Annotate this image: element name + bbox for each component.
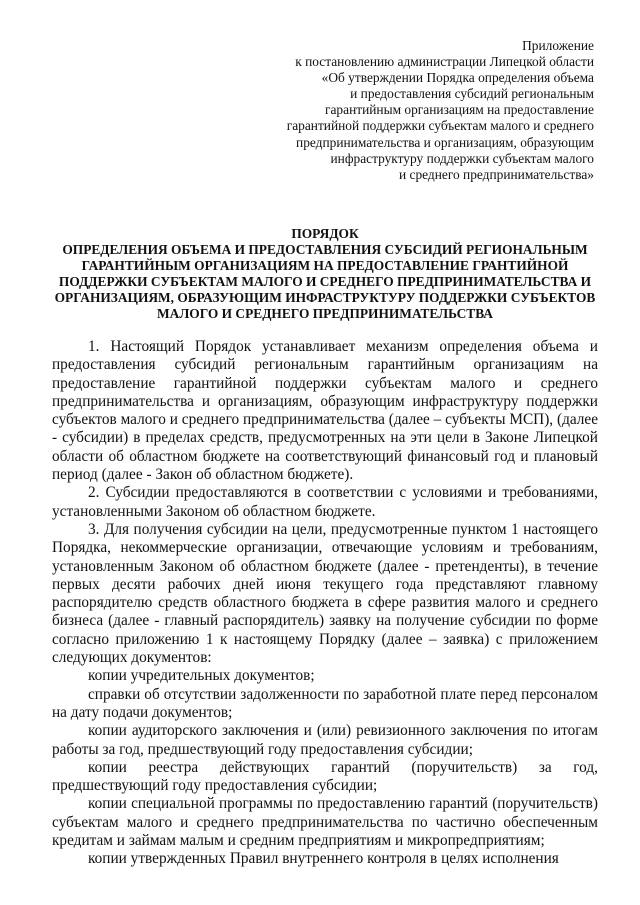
list-item: копии учредительных документов; <box>88 667 315 685</box>
document-body <box>52 338 598 869</box>
title-line: ОРГАНИЗАЦИЯМ, ОБРАЗУЮЩИМ ИНФРАСТРУКТУРУ ПОДДЕРЖКИ СУБЪЕКТОВ <box>54 290 596 306</box>
appendix-line: гарантийной поддержки субъектам малого и среднего <box>286 118 594 134</box>
document-title <box>50 226 600 323</box>
appendix-line: Приложение <box>522 38 594 53</box>
list-item: копии аудиторского заключения и (или) ревизионного заключения по итогам работы за год, предшествующий году предоставления субсидии; <box>52 722 598 758</box>
list-item: копии утвержденных Правил внутреннего контроля в целях исполнения <box>88 850 559 868</box>
list-item: копии специальной программы по предоставлению гарантий (поручительств) субъектам малого и среднего предпринимательства по частично обеспеченным кредитам и займам малым и средним предприятиям и микропредприятиям; <box>52 795 598 850</box>
appendix-line: «Об утверждении Порядка определения объема <box>321 70 594 86</box>
title-line: ГАРАНТИЙНЫМ ОРГАНИЗАЦИЯМ НА ПРЕДОСТАВЛЕНИЕ ГРАНТИЙНОЙ <box>81 258 569 274</box>
title-line: МАЛОГО И СРЕДНЕГО ПРЕДПРИНИМАТЕЛЬСТВА <box>157 306 493 322</box>
title-line: ПОРЯДОК <box>291 226 359 241</box>
appendix-line: инфраструктуру поддержки субъектам малого <box>330 150 594 166</box>
appendix-line: и предоставления субсидий региональным <box>350 86 594 102</box>
appendix-line: предпринимательства и организациям, образующим <box>296 134 594 150</box>
paragraph-1: 1. Настоящий Порядок устанавливает механизм определения объема и предоставления субсидий региональным гарантийным организациям на предоставление гарантийной поддержки субъектам малого и среднего предпринимательства и организациям, образующим инфраструктуру поддержки субъектов малого и среднего предпринимательства (далее – субъекты МСП), (далее - субсидии) в пределах средств, предусмотренных на эти цели в Законе Липецкой области об областном бюджете на соответствующий финансовый год и плановый период (далее - Закон об областном бюджете). <box>52 338 598 484</box>
title-line: ПОДДЕРЖКИ СУБЪЕКТАМ МАЛОГО И СРЕДНЕГО ПРЕДПРИНИМАТЕЛЬСТВА И <box>58 274 592 290</box>
appendix-line: к постановлению администрации Липецкой области <box>295 54 594 70</box>
appendix-line: и среднего предпринимательства» <box>399 166 594 182</box>
title-line: ОПРЕДЕЛЕНИЯ ОБЪЕМА И ПРЕДОСТАВЛЕНИЯ СУБСИДИЙ РЕГИОНАЛЬНЫМ <box>62 242 588 258</box>
list-item: копии реестра действующих гарантий (поручительств) за год, предшествующий году предоставления субсидии; <box>52 758 598 795</box>
appendix-header <box>250 38 594 183</box>
paragraph-3: 3. Для получения субсидии на цели, предусмотренные пунктом 1 настоящего Порядка, некоммерческие организации, отвечающие условиям и требованиям, установленным Законом об областном бюджете (далее - претенденты), в течение первых десяти рабочих дней июня текущего года представляют главному распорядителю средств областного бюджета в сфере развития малого и среднего бизнеса (далее - главный распорядитель) заявку на получение субсидии по форме согласно приложению 1 к настоящему Порядку (далее – заявка) с приложением следующих документов: <box>52 520 598 667</box>
paragraph-2: 2. Субсидии предоставляются в соответствии с условиями и требованиями, установленными Законом об областном бюджете. <box>52 484 598 520</box>
appendix-line: гарантийным организациям на предоставление <box>325 102 594 118</box>
list-item: справки об отсутствии задолженности по заработной плате перед персоналом на дату подачи документов; <box>52 685 598 721</box>
